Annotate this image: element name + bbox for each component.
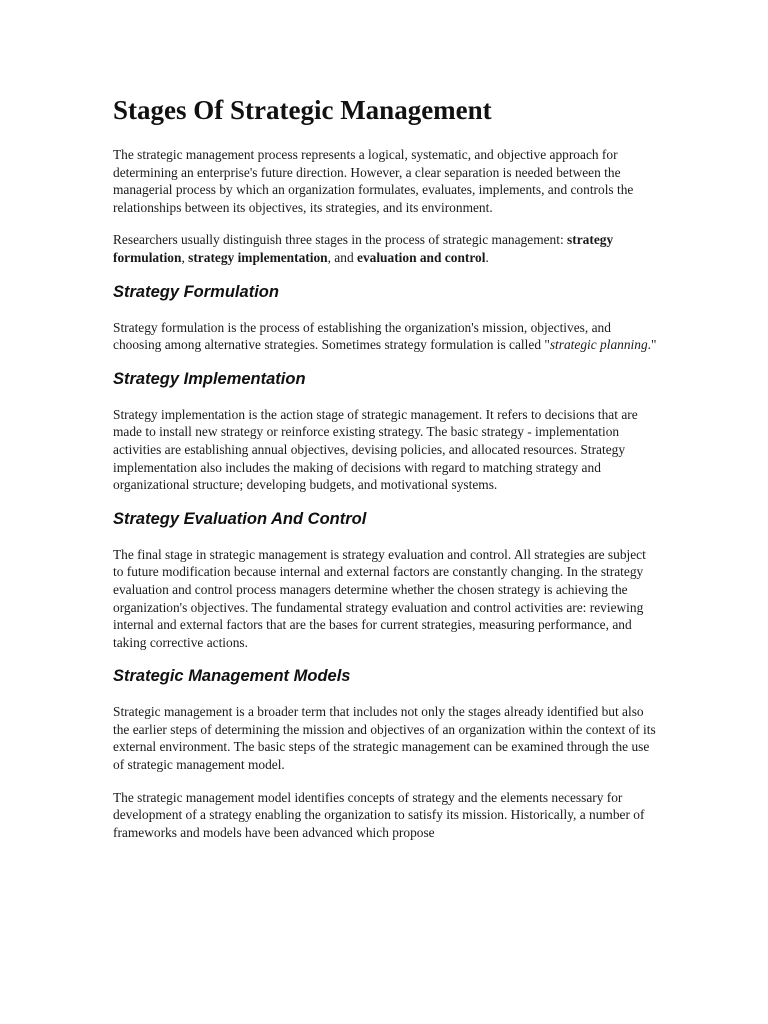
document-page (113, 94, 659, 856)
section-heading-models: Strategic Management Models (113, 667, 351, 686)
formulation-text: Strategy formulation is the process of establishing the organization's mission, objectives, and choosing among alternative strategies. Sometimes strategy formulation is called " (113, 319, 611, 353)
section-heading-implementation: Strategy Implementation (113, 369, 306, 388)
formulation-paragraph (113, 319, 659, 354)
page-title: Stages Of Strategic Management (113, 95, 492, 125)
evaluation-paragraph: The final stage in strategic management is strategy evaluation and control. All strategies are subject to future modification because internal and external factors are constantly changing. In the strategy evaluation and control process managers determine whether the chosen strategy is achieving the organization's objectives. The fundamental strategy evaluation and control activities are: reviewing internal and external factors that are the bases for current strategies, measuring performance, and taking corrective actions. (113, 546, 646, 650)
section-heading-formulation: Strategy Formulation (113, 282, 279, 301)
stage-formulation-term: strategy formulation (113, 232, 614, 265)
stages-lead-text: Researchers usually distinguish three stages in the process of strategic management: (113, 232, 568, 248)
stages-end: . (485, 249, 489, 265)
models-paragraph: Strategic management is a broader term that includes not only the stages already identified but also the earlier steps of determining the mission and objectives of an organization within the context of its external environment. The basic steps of the strategic management can be examined through the use of strategic management model. (113, 704, 656, 773)
stage-implementation-term: strategy implementation (188, 249, 328, 265)
stages-separator: , and (327, 249, 357, 265)
stages-paragraph (113, 231, 659, 266)
stage-evaluation-term: evaluation and control (357, 249, 486, 265)
section-heading-evaluation: Strategy Evaluation And Control (113, 509, 367, 528)
strategic-planning-term: strategic planning (549, 337, 648, 353)
formulation-text-end: ." (647, 337, 657, 353)
intro-paragraph: The strategic management process represents a logical, systematic, and objective approach for determining an enterprise's future direction. However, a clear separation is needed between the managerial process by which an organization formulates, evaluates, implements, and controls the relationships between its objectives, its strategies, and its environment. (113, 147, 634, 215)
models-paragraph-2: The strategic management model identifies concepts of strategy and the elements necessary for development of a strategy enabling the organization to satisfy its mission. Historically, a number of frameworks and models have been advanced which propose (113, 789, 645, 840)
implementation-paragraph: Strategy implementation is the action stage of strategic management. It refers to decisions that are made to install new strategy or reinforce existing strategy. The basic strategy - implementation activities are establishing annual objectives, devising policies, and allocated resources. Strategy implementation also includes the making of decisions with regard to matching strategy and organizational structure; developing budgets, and motivational systems. (113, 406, 638, 493)
stages-separator: , (181, 249, 189, 265)
